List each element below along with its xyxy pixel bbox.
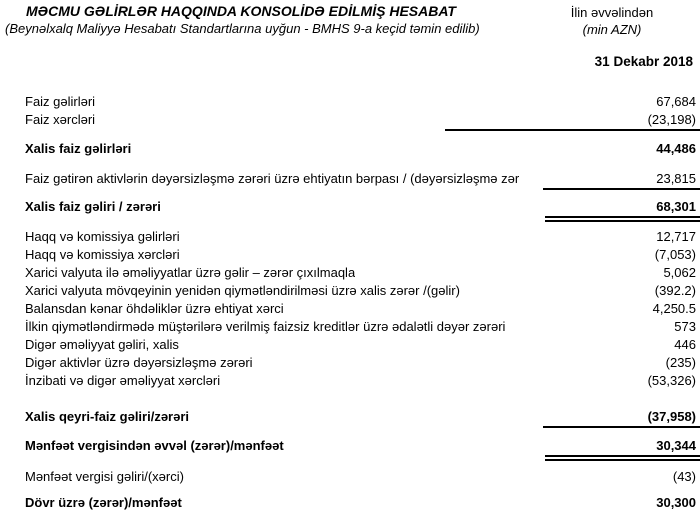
total-rule-double (545, 455, 700, 461)
row-amount: (53,326) (647, 373, 696, 388)
row-amount: 4,250.5 (652, 301, 696, 316)
row-label: Balansdan kənar öhdəliklər üzrə ehtiyat xərci (25, 301, 284, 316)
period-note-line1: İlin əvvəlindən (570, 5, 654, 20)
row-interest-income (0, 93, 700, 111)
row-net-interest-income-loss (0, 198, 700, 216)
row-label: Digər əməliyyat gəliri, xalis (25, 337, 179, 352)
row-income-tax (0, 468, 700, 486)
row-profit-before-tax (0, 437, 700, 455)
row-amount: (43) (672, 469, 696, 484)
subtotal-rule (445, 129, 700, 131)
row-label: İlkin qiymətləndirmədə müştərilərə verilmiş faizsiz kreditlər üzrə ədalətli dəyər zərəri (25, 319, 506, 334)
row-label: Haqq və komissiya xərcləri (25, 247, 180, 262)
row-label: Xalis faiz gəliri / zərəri (25, 199, 161, 214)
row-amount: 5,062 (663, 265, 696, 280)
row-amount: 30,344 (656, 438, 696, 453)
row-label: Xarici valyuta ilə əməliyyatlar üzrə gəlir – zərər çıxılmaqla (25, 265, 356, 280)
period-note (547, 4, 677, 38)
row-label: Mənfəət vergisi gəliri/(xərci) (25, 469, 184, 484)
row-amount: (392.2) (654, 283, 696, 298)
row-amount: 67,684 (656, 94, 696, 109)
column-header-date: 31 Dekabr 2018 (594, 54, 693, 69)
row-net-non-interest-income-loss (0, 408, 700, 426)
statement-subtitle: (Beynəlxalq Maliyyə Hesabatı Standartlarına uyğun - BMHS 9-a keçid təmin edilib) (5, 21, 480, 36)
row-fair-value-loss-interest-free-loans (0, 318, 700, 336)
row-fee-commission-income (0, 228, 700, 246)
row-other-assets-impairment (0, 354, 700, 372)
total-rule-double (545, 216, 700, 222)
row-amount: (23,198) (647, 112, 696, 127)
statement-title: MƏCMU GƏLİRLƏR HAQQINDA KONSOLİDƏ EDİLMİŞ HESABAT (26, 3, 456, 19)
row-amount: (235) (665, 355, 696, 370)
row-other-operating-income (0, 336, 700, 354)
row-admin-other-operating-expenses (0, 372, 700, 390)
row-label: Xarici valyuta mövqeyinin yenidən qiymətləndirilməsi üzrə xalis zərər /(gəlir) (25, 283, 460, 298)
row-label: Dövr üzrə (zərər)/mənfəət (25, 495, 182, 510)
row-fx-revaluation-loss (0, 282, 700, 300)
row-net-interest-income (0, 140, 700, 158)
row-fx-operations-gain (0, 264, 700, 282)
row-off-balance-provision-expense (0, 300, 700, 318)
row-profit-for-period (0, 494, 700, 512)
statement-header (0, 3, 700, 37)
period-note-unit: (min AZN) (582, 22, 642, 37)
row-amount: 12,717 (656, 229, 696, 244)
subtotal-rule (543, 188, 700, 190)
row-amount: (7,053) (654, 247, 696, 262)
row-impairment-provision-recovery (0, 170, 700, 188)
row-fee-commission-expense (0, 246, 700, 264)
row-amount: 68,301 (656, 199, 696, 214)
row-label: Xalis faiz gəlirləri (25, 141, 132, 156)
row-label: Haqq və komissiya gəlirləri (25, 229, 180, 244)
row-amount: 573 (674, 319, 696, 334)
row-label: İnzibati və digər əməliyyat xərcləri (25, 373, 221, 388)
row-label: Faiz gətirən aktivlərin dəyərsizləşmə zərəri üzrə ehtiyatın bərpası / (dəyərsizləşmə zər (25, 171, 520, 186)
row-label: Faiz xərcləri (25, 112, 96, 127)
row-amount: 446 (674, 337, 696, 352)
row-amount: 30,300 (656, 495, 696, 510)
row-amount: 44,486 (656, 141, 696, 156)
row-label: Digər aktivlər üzrə dəyərsizləşmə zərəri (25, 355, 253, 370)
row-amount: 23,815 (656, 171, 696, 186)
row-label: Mənfəət vergisindən əvvəl (zərər)/mənfəət (25, 438, 284, 453)
subtotal-rule (543, 426, 700, 428)
row-interest-expense (0, 111, 700, 129)
statement-rows (0, 93, 700, 512)
row-label: Xalis qeyri-faiz gəliri/zərəri (25, 409, 190, 424)
row-label: Faiz gəlirləri (25, 94, 96, 109)
row-amount: (37,958) (647, 409, 696, 424)
